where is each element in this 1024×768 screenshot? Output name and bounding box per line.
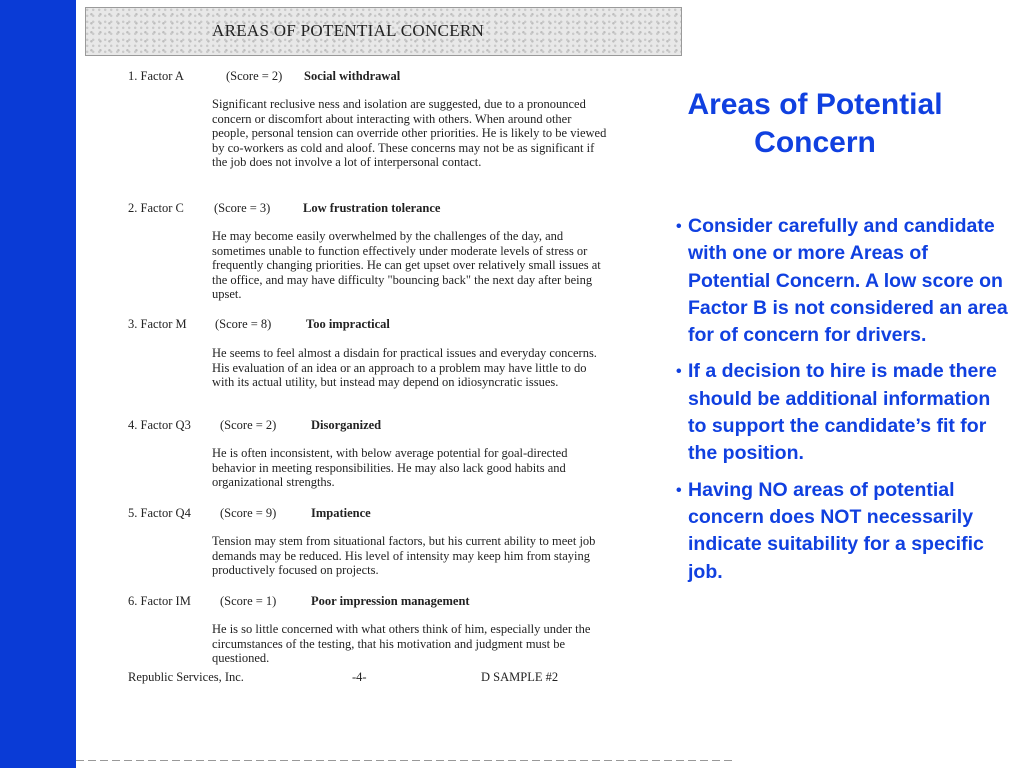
factor-description: Tension may stem from situational factors, but his current ability to meet job demands may be reduced. His level of intensity may keep him from staying productively focused on projects. — [212, 534, 596, 578]
factor-heading — [128, 69, 401, 84]
factor-label: Low frustration tolerance — [303, 201, 441, 215]
bullet-dot-icon: • — [676, 363, 682, 381]
bottom-divider — [76, 760, 736, 761]
factor-score: (Score = 8) — [215, 317, 272, 331]
factor-heading — [128, 418, 382, 433]
factor-heading — [128, 201, 441, 216]
factor-number: 5. Factor Q4 — [128, 506, 191, 520]
footer-company: Republic Services, Inc. — [128, 670, 244, 684]
bullet-text: If a decision to hire is made there should be additional information to support the candidate’s fit for the position. — [688, 360, 997, 465]
bullet-item — [676, 213, 1012, 349]
factor-score: (Score = 9) — [220, 506, 277, 520]
slide-title: Areas of Potential Concern — [687, 88, 943, 159]
bullet-text: Consider carefully and candidate with one or more Areas of Potential Concern. A low score on Factor B is not considered an area for of concern for drivers. — [688, 215, 1008, 347]
factor-description: He is so little concerned with what others think of him, especially under the circumstances of the testing, that his motivation and judgment must be questioned. — [212, 622, 591, 666]
factor-score: (Score = 3) — [214, 201, 271, 215]
footer-sample-id: D SAMPLE #2 — [481, 670, 559, 684]
factor-heading — [128, 317, 390, 332]
factor-description: Significant reclusive ness and isolation are suggested, due to a pronounced concern or discomfort about interacting with others. When around other people, personal tension can override other priorities. He is likely to be viewed by co-workers as cold and aloof. These concerns may not be as significant if the job does not involve a lot of interpersonal contact. — [212, 97, 607, 170]
factor-description: He is often inconsistent, with below average potential for goal-directed behavior in meeting responsibilities. He may also lack good habits and organizational strengths. — [212, 446, 568, 490]
scanned-title: AREAS OF POTENTIAL CONCERN — [212, 21, 485, 40]
bullet-dot-icon: • — [676, 481, 682, 499]
factor-number: 4. Factor Q3 — [128, 418, 191, 432]
factor-number: 6. Factor IM — [128, 594, 191, 608]
footer-page-number: -4- — [352, 670, 367, 684]
factor-score: (Score = 1) — [220, 594, 277, 608]
factor-number: 3. Factor M — [128, 317, 187, 331]
factor-score: (Score = 2) — [220, 418, 277, 432]
bullet-dot-icon: • — [676, 218, 682, 235]
factor-label: Disorganized — [311, 418, 382, 432]
factor-label: Too impractical — [306, 317, 390, 331]
factor-heading — [128, 506, 371, 521]
factor-description: He may become easily overwhelmed by the challenges of the day, and sometimes unable to function effectively under moderate levels of stress or frequently changing priorities. He can get upset over relatively small issues at the office, and may have difficulty "bouncing back" the next day after being upset. — [212, 229, 601, 302]
factor-label: Social withdrawal — [304, 69, 401, 83]
bullet-list — [676, 213, 1012, 595]
factor-heading — [128, 594, 470, 609]
factor-number: 2. Factor C — [128, 201, 184, 215]
bullet-item — [676, 358, 1012, 467]
factor-label: Poor impression management — [311, 594, 470, 608]
left-accent-bar — [0, 0, 76, 768]
factor-score: (Score = 2) — [226, 69, 283, 83]
factor-label: Impatience — [311, 506, 371, 520]
factor-description: He seems to feel almost a disdain for practical issues and everyday concerns. His evaluation of an idea or an approach to a problem may have little to do with its actual utility, but instead may depend on idiosyncratic issues. — [212, 346, 597, 390]
factor-number: 1. Factor A — [128, 69, 184, 83]
bullet-text: Having NO areas of potential concern does NOT necessarily indicate suitability for a specific job. — [688, 478, 984, 583]
bullet-item — [676, 477, 1012, 586]
scanned-title-banner — [85, 7, 682, 56]
